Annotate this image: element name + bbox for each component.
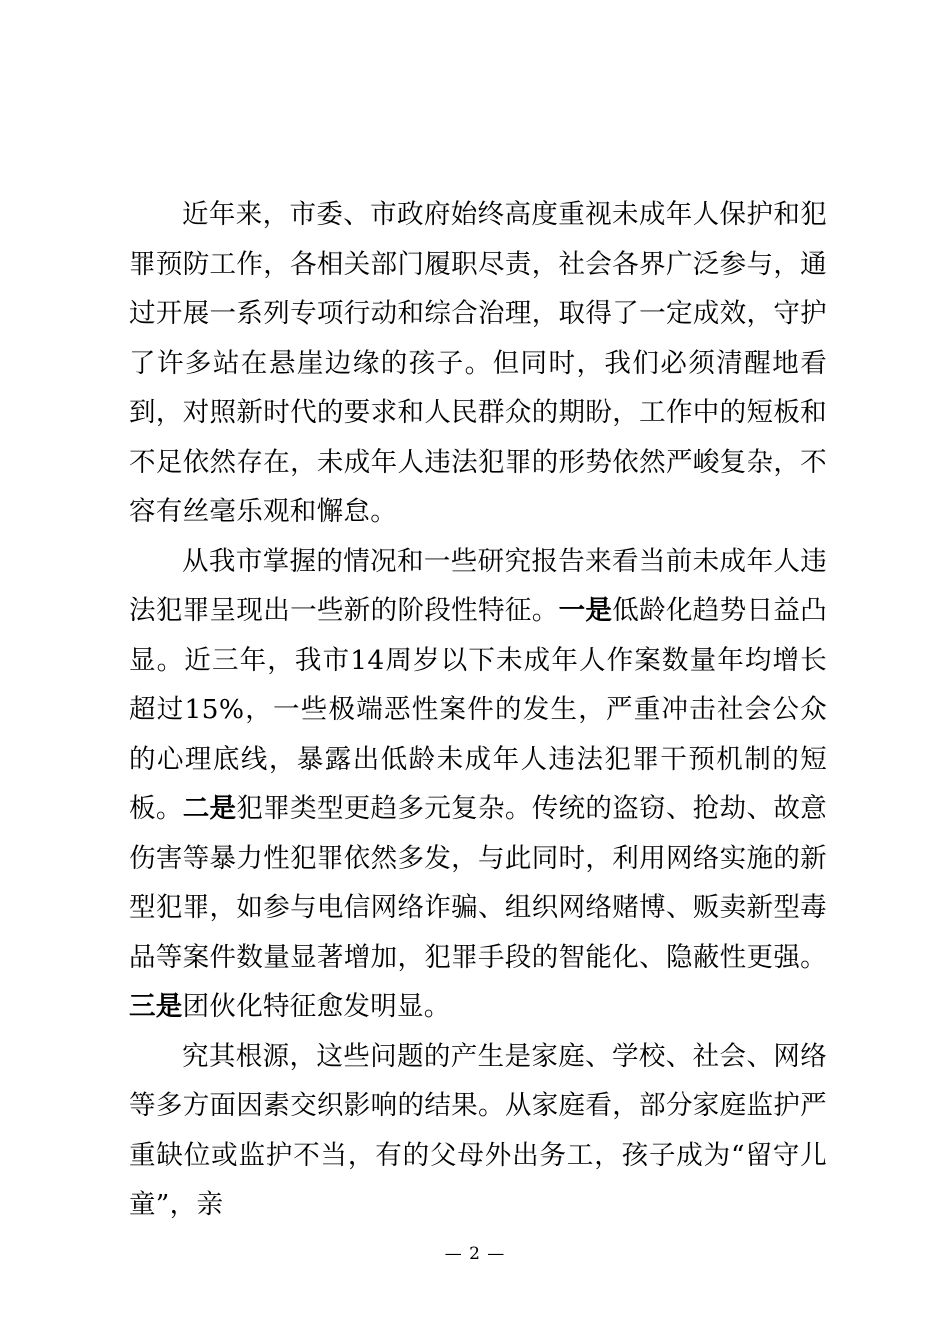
paragraph-1-text: 近年来，市委、市政府始终高度重视未成年人保护和犯罪预防工作，各相关部门履职尽责，社会各界广泛参与，通过开展一系列专项行动和综合治理，取得了一定成效，守护了许多站在悬崖边缘的孩子。但同时，我们必须清醒地看到，对照新时代的要求和人民群众的期盼，工作中的短板和不足依然存在，未成年人违法犯罪的形势依然严峻复杂，不容有丝毫乐观和懈怠。	[129, 199, 827, 527]
paragraph-3-text: 究其根源，这些问题的产生是家庭、学校、社会、网络等多方面因素交织影响的结果。从家庭看，部分家庭监护严重缺位或监护不当，有的父母外出务工，孩子成为“留守儿童”，亲	[129, 1040, 827, 1220]
point-three-text: 团伙化特征愈发明显。	[182, 991, 451, 1022]
point-label-three: 三是	[129, 991, 183, 1022]
paragraph-1	[129, 190, 827, 537]
document-body	[129, 190, 827, 1230]
point-label-one: 一是	[558, 595, 613, 626]
point-label-two: 二是	[182, 793, 237, 824]
paragraph-2	[129, 537, 827, 1032]
paragraph-3	[129, 1032, 827, 1230]
paragraph-2-text: 从我市掌握的情况和一些研究报告来看当前未成年人违法犯罪呈现出一些新的阶段性特征。	[129, 545, 827, 626]
point-two-text: 犯罪类型更趋多元复杂。传统的盗窃、抢劫、故意伤害等暴力性犯罪依然多发，与此同时，利用网络实施的新型犯罪，如参与电信网络诈骗、组织网络赌博、贩卖新型毒品等案件数量显著增加，犯罪手段的智能化、隐蔽性更强。	[129, 793, 827, 973]
point-one-text: 低龄化趋势日益凸显。近三年，我市14周岁以下未成年人作案数量年均增长超过15%，一些极端恶性案件的发生，严重冲击社会公众的心理底线，暴露出低龄未成年人违法犯罪干预机制的短板。	[129, 595, 827, 824]
page-number: — 2 —	[444, 1244, 506, 1264]
